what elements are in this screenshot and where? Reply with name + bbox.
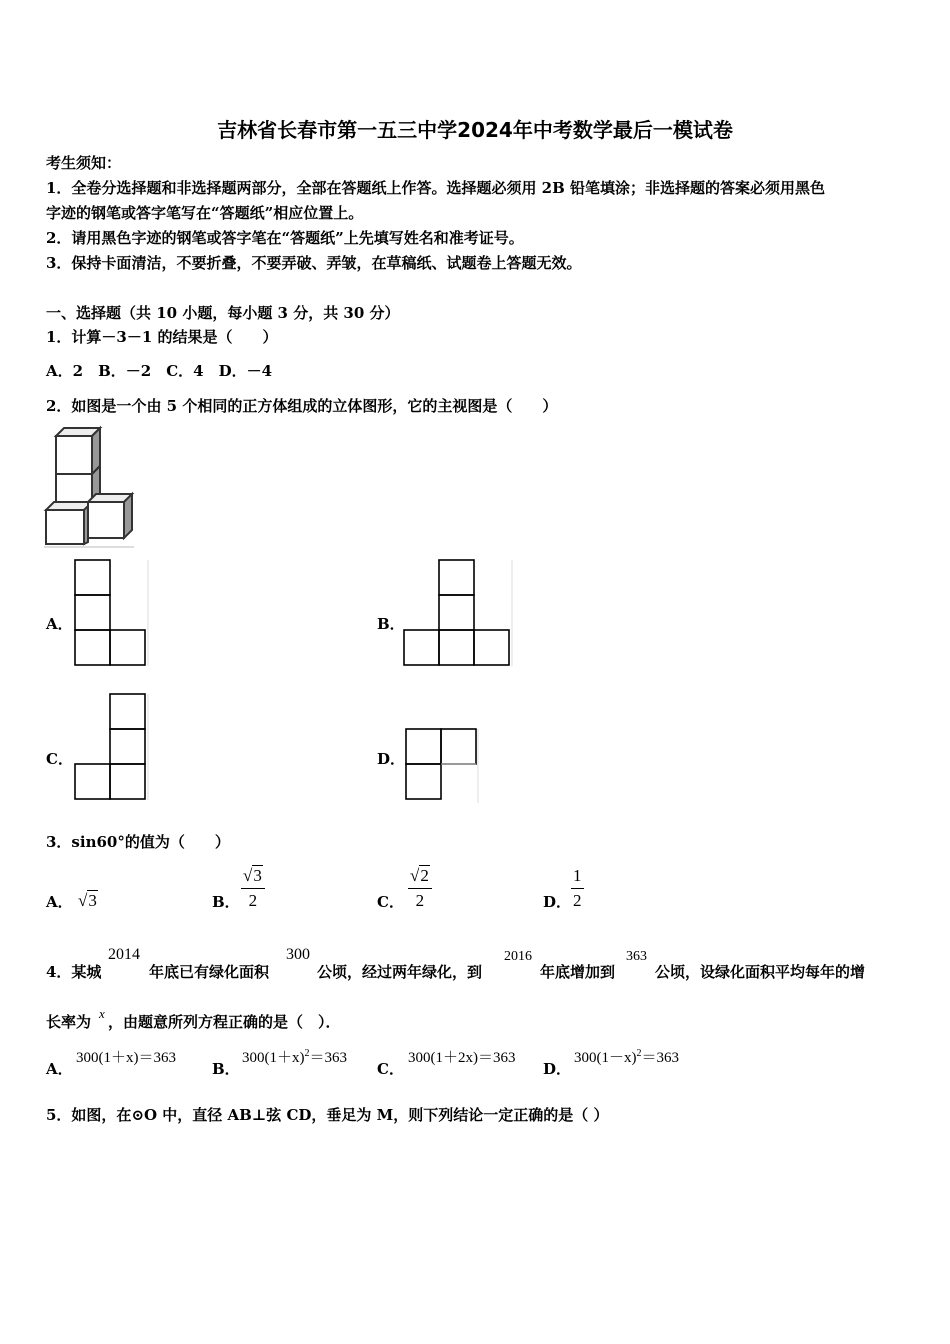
option-b-tail: ＝363 (309, 1050, 348, 1066)
notice-line-1: 1．全卷分选择题和非选择题两部分，全部在答题纸上作答。选择题必须用 2B 铅笔填涂；非选择题的答案必须用黑色 (46, 179, 826, 197)
question-4-option-c-label: C． (377, 1060, 404, 1078)
question-4-variable-x: x (99, 1006, 105, 1021)
question-4-number-2016: 2016 (504, 949, 532, 964)
denominator-c: 2 (415, 891, 425, 910)
notice-heading: 考生须知： (46, 154, 122, 172)
notice-line-1-continued: 字迹的钢笔或答字笔写在“答题纸”相应位置上。 (46, 204, 364, 222)
question-3-option-b-fraction: $\frac{√3}{2}$ (241, 866, 265, 911)
question-4-text-4: 年底增加到 (540, 963, 616, 981)
question-4-text-3: 公顷，经过两年绿化，到 (317, 963, 483, 981)
question-3-option-c-fraction: $\frac{√2}{2}$ (408, 866, 432, 911)
question-4-option-d-equation (574, 1046, 679, 1067)
question-5-stem: 5．如图，在⊙O 中，直径 AB⊥弦 CD，垂足为 M，则下列结论一定正确的是（ ） (46, 1106, 609, 1124)
option-b-front-view (403, 558, 515, 668)
question-3-option-c-label: C． (377, 893, 404, 911)
question-4-text-1: 4．某城 (46, 963, 102, 981)
numerator-d: 1 (571, 866, 584, 889)
option-d-base: 300(1－x) (574, 1050, 637, 1066)
question-3-option-d-fraction (571, 866, 584, 911)
question-4-number-363: 363 (626, 949, 647, 964)
question-4-option-d-label: D． (543, 1060, 572, 1078)
question-4-text-6: 长率为 (46, 1013, 92, 1031)
question-2-option-c-label: C． (46, 750, 73, 768)
question-2-option-d-label: D． (377, 750, 406, 768)
question-4-number-300: 300 (286, 946, 310, 963)
question-4-option-b-equation (242, 1046, 347, 1067)
question-3-stem: 3．sin60°的值为（ ） (46, 833, 230, 851)
solid-cubes-figure (44, 426, 139, 551)
denominator-b: 2 (248, 891, 258, 910)
page-title: 吉林省长春市第一五三中学2024年中考数学最后一模试卷 (217, 118, 733, 142)
option-d-tail: ＝363 (641, 1050, 680, 1066)
question-1-options: A．2 B．－2 C．4 D．－4 (46, 362, 273, 380)
question-4-text-7: ，由题意所列方程正确的是（ ）． (108, 1013, 341, 1031)
option-b-exponent: 2 (304, 1048, 310, 1059)
option-d-front-view (404, 727, 482, 805)
section-heading-choice: 一、选择题（共 10 小题，每小题 3 分，共 30 分） (46, 304, 400, 322)
question-4-option-a-equation: 300(1＋x)＝363 (76, 1050, 176, 1066)
notice-line-2: 2．请用黑色字迹的钢笔或答字笔在“答题纸”上先填写姓名和准考证号。 (46, 229, 524, 247)
question-3-option-a-label: A． (46, 893, 73, 911)
question-4-text-5: 公顷，设绿化面积平均每年的增 (655, 963, 866, 981)
question-4-option-b-label: B． (212, 1060, 240, 1078)
notice-line-3: 3．保持卡面清洁，不要折叠，不要弄破、弄皱，在草稿纸、试题卷上答题无效。 (46, 254, 582, 272)
question-4-number-2014: 2014 (108, 946, 140, 963)
option-c-front-view (73, 692, 151, 802)
radicand-a: 3 (88, 891, 97, 910)
question-4-option-a-label: A． (46, 1060, 73, 1078)
question-3-option-b-label: B． (212, 893, 240, 911)
question-4-option-c-equation: 300(1＋2x)＝363 (408, 1050, 516, 1066)
question-4-text-2: 年底已有绿化面积 (149, 963, 270, 981)
question-3-option-a-value: √3 (78, 891, 97, 910)
option-b-base: 300(1＋x) (242, 1050, 305, 1066)
question-3-option-d-label: D． (543, 893, 572, 911)
question-1-stem: 1．计算－3－1 的结果是（ ） (46, 328, 278, 346)
radicand-b: 3 (253, 866, 262, 885)
question-2-option-b-label: B． (377, 615, 405, 633)
question-2-option-a-label: A． (46, 615, 73, 633)
option-d-exponent: 2 (636, 1048, 642, 1059)
radicand-c: 2 (420, 866, 429, 885)
question-2-stem: 2．如图是一个由 5 个相同的正方体组成的立体图形，它的主视图是（ ） (46, 397, 558, 415)
option-a-front-view (72, 558, 150, 668)
denominator-d: 2 (573, 891, 582, 910)
